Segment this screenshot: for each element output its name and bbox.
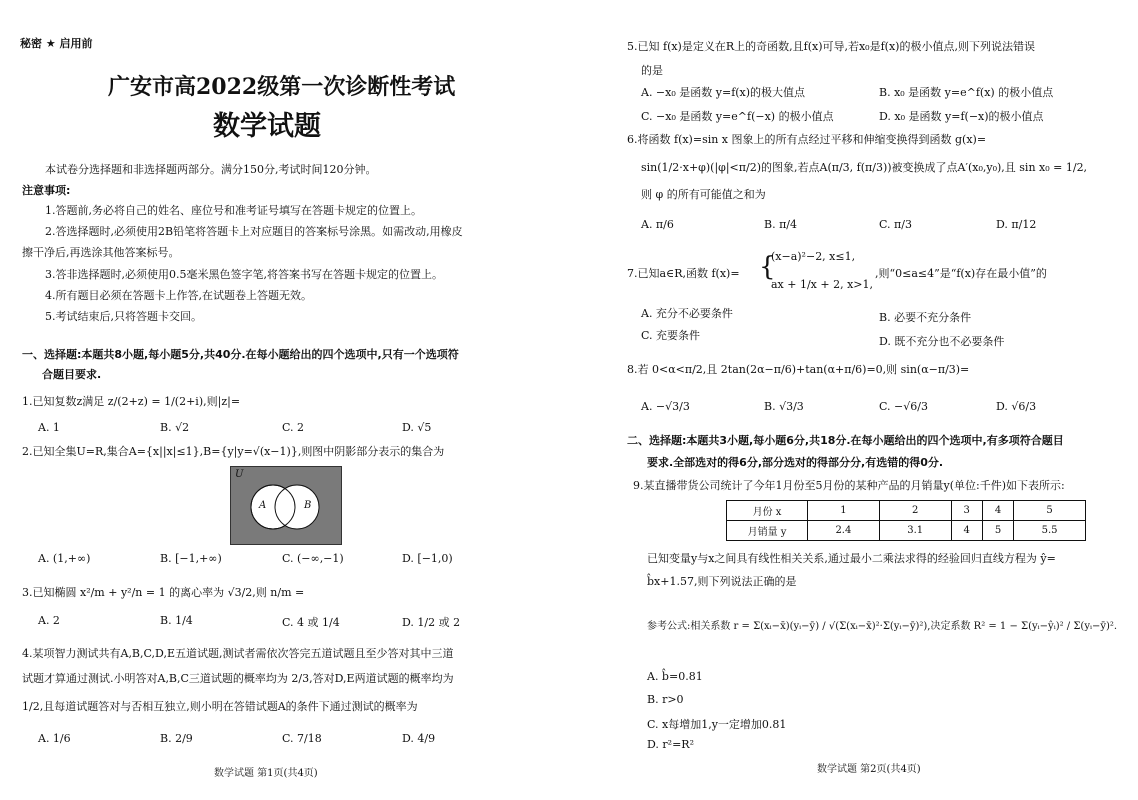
q2-option-a: A. (1,+∞) bbox=[38, 552, 91, 565]
section1-heading: 一、选择题:本题共8小题,每小题5分,共40分.在每小题给出的四个选项中,只有一个选项符 bbox=[22, 348, 459, 361]
table-row bbox=[727, 501, 1086, 521]
q8-stem: 8.若 0<α<π/2,且 2tan(2α−π/6)+tan(α+π/6)=0,则 sin(α−π/3)= bbox=[627, 363, 970, 376]
q5-line: 的是 bbox=[641, 64, 663, 77]
table-cell: 5.5 bbox=[1014, 521, 1086, 541]
q1-option-d: D. √5 bbox=[402, 421, 432, 434]
notice-item: 2.答选择题时,必须使用2B铅笔将答题卡上对应题目的答案标号涂黑。如需改动,用橡皮 bbox=[45, 225, 463, 238]
q6-option-c: C. π/3 bbox=[879, 218, 912, 231]
q7-option-a: A. 充分不必要条件 bbox=[641, 307, 733, 320]
venn-diagram bbox=[230, 466, 342, 545]
q3-option-c: C. 4 或 1/4 bbox=[282, 616, 340, 629]
q7-stem: 7.已知a∈R,函数 f(x)= bbox=[627, 267, 740, 280]
notice-item: 擦干净后,再选涂其他答案标号。 bbox=[22, 246, 180, 259]
table-cell: 5 bbox=[1014, 501, 1086, 521]
exam-title: 广安市高2022级第一次诊断性考试 bbox=[108, 74, 456, 100]
notice-heading: 注意事项: bbox=[22, 184, 71, 197]
q4-line: 试题才算通过测试.小明答对A,B,C三道试题的概率均为 2/3,答对D,E两道试题的概率均为 bbox=[22, 672, 454, 685]
venn-circles bbox=[231, 467, 341, 544]
table-cell: 1 bbox=[808, 501, 880, 521]
q7-option-b: B. 必要不充分条件 bbox=[879, 311, 972, 324]
table-cell: 3.1 bbox=[879, 521, 951, 541]
page-footer: 数学试题 第2页(共4页) bbox=[817, 764, 921, 775]
venn-universe-label: U bbox=[235, 469, 244, 480]
table-cell: 3 bbox=[951, 501, 982, 521]
q9-table bbox=[726, 500, 1086, 541]
q4-option-c: C. 7/18 bbox=[282, 732, 322, 745]
q7-tail: ,则“0≤a≤4”是“f(x)存在最小值”的 bbox=[875, 267, 1047, 280]
q9-formula: 参考公式:相关系数 r = Σ(xᵢ−x̄)(yᵢ−ȳ) / √(Σ(xᵢ−x̄)²·Σ(yᵢ−ȳ)²),决定系数 R² = 1 − Σ(yᵢ−ŷᵢ)² / Σ(yᵢ−ȳ)². bbox=[647, 621, 1118, 632]
q1-option-c: C. 2 bbox=[282, 421, 305, 434]
q7-brace: { bbox=[759, 252, 776, 282]
q9-stem: 9.某直播带货公司统计了今年1月份至5月份的某种产品的月销量y(单位:千件)如下表所示: bbox=[633, 479, 1065, 492]
q2-option-d: D. [−1,0) bbox=[402, 552, 453, 565]
q8-option-a: A. −√3/3 bbox=[641, 400, 690, 413]
q2-option-b: B. [−1,+∞) bbox=[160, 552, 222, 565]
q3-stem: 3.已知椭圆 x²/m + y²/n = 1 的离心率为 √3/2,则 n/m = bbox=[22, 586, 305, 599]
q9-option-b: B. r>0 bbox=[647, 693, 684, 706]
q2-option-c: C. (−∞,−1) bbox=[282, 552, 344, 565]
section2-heading: 二、选择题:本题共3小题,每小题6分,共18分.在每小题给出的四个选项中,有多项符合题目 bbox=[627, 434, 1064, 447]
table-cell: 5 bbox=[982, 521, 1013, 541]
q9-text: 已知变量y与x之间具有线性相关关系,通过最小二乘法求得的经验回归直线方程为 ŷ= bbox=[647, 552, 1056, 565]
q6-option-a: A. π/6 bbox=[641, 218, 674, 231]
q9-text: b̂x+1.57,则下列说法正确的是 bbox=[647, 575, 797, 588]
q1-stem: 1.已知复数z满足 z/(2+z) = 1/(2+i),则|z|= bbox=[22, 395, 241, 408]
notice-item: 3.答非选择题时,必须使用0.5毫米黑色签字笔,将答案书写在答题卡规定的位置上。 bbox=[45, 268, 443, 281]
notice-item: 4.所有题目必须在答题卡上作答,在试题卷上答题无效。 bbox=[45, 289, 312, 302]
q1-option-a: A. 1 bbox=[38, 421, 60, 434]
q4-line: 1/2,且每道试题答对与否相互独立,则小明在答错试题A的条件下通过测试的概率为 bbox=[22, 700, 418, 713]
table-cell: 4 bbox=[951, 521, 982, 541]
venn-circle-b bbox=[275, 485, 319, 529]
table-header-cell: 月份 x bbox=[727, 501, 808, 521]
table-row bbox=[727, 521, 1086, 541]
q6-line: 则 φ 的所有可能值之和为 bbox=[641, 188, 766, 201]
q9-option-d: D. r²=R² bbox=[647, 738, 694, 751]
q7-option-d: D. 既不充分也不必要条件 bbox=[879, 335, 1005, 348]
q6-option-b: B. π/4 bbox=[764, 218, 798, 231]
subject-title: 数学试题 bbox=[213, 111, 321, 142]
q4-option-b: B. 2/9 bbox=[160, 732, 193, 745]
q5-option-c: C. −x₀ 是函数 y=e^f(−x) 的极小值点 bbox=[641, 110, 834, 123]
q5-line: 5.已知 f(x)是定义在R上的奇函数,且f(x)可导,若x₀是f(x)的极小值点,则下列说法错误 bbox=[627, 40, 1035, 53]
q3-option-a: A. 2 bbox=[38, 614, 60, 627]
q7-case-2: ax + 1/x + 2, x>1, bbox=[771, 278, 873, 291]
q3-option-d: D. 1/2 或 2 bbox=[402, 616, 461, 629]
q8-option-d: D. √6/3 bbox=[996, 400, 1037, 413]
q8-option-c: C. −√6/3 bbox=[879, 400, 928, 413]
q7-case-1: (x−a)²−2, x≤1, bbox=[771, 250, 856, 263]
venn-a-label: A bbox=[259, 500, 267, 511]
q3-option-b: B. 1/4 bbox=[160, 614, 193, 627]
q9-option-a: A. b̂=0.81 bbox=[647, 670, 703, 683]
table-header-cell: 月销量 y bbox=[727, 521, 808, 541]
q6-line: sin(1/2·x+φ)(|φ|<π/2)的图象,若点A(π/3, f(π/3))被变换成了点A′(x₀,y₀),且 sin x₀ = 1/2, bbox=[641, 161, 1088, 174]
notice-item: 1.答题前,务必将自己的姓名、座位号和准考证号填写在答题卡规定的位置上。 bbox=[45, 204, 422, 217]
q9-option-c: C. x每增加1,y一定增加0.81 bbox=[647, 718, 787, 731]
intro-text: 本试卷分选择题和非选择题两部分。满分150分,考试时间120分钟。 bbox=[45, 163, 377, 176]
q2-stem: 2.已知全集U=R,集合A={x||x|≤1},B={y|y=√(x−1)},则图中阴影部分表示的集合为 bbox=[22, 445, 445, 458]
q5-option-d: D. x₀ 是函数 y=f(−x)的极小值点 bbox=[879, 110, 1044, 123]
table-cell: 4 bbox=[982, 501, 1013, 521]
q1-option-b: B. √2 bbox=[160, 421, 190, 434]
notice-item: 5.考试结束后,只将答题卡交回。 bbox=[45, 310, 202, 323]
page-footer: 数学试题 第1页(共4页) bbox=[214, 768, 318, 779]
q4-option-a: A. 1/6 bbox=[38, 732, 71, 745]
q6-line: 6.将函数 f(x)=sin x 图象上的所有点经过平移和伸缩变换得到函数 g(x)= bbox=[627, 133, 987, 146]
q4-line: 4.某项智力测试共有A,B,C,D,E五道试题,测试者需依次答完五道试题且至少答对其中三道 bbox=[22, 647, 454, 660]
q5-option-a: A. −x₀ 是函数 y=f(x)的极大值点 bbox=[641, 86, 806, 99]
q6-option-d: D. π/12 bbox=[996, 218, 1037, 231]
table-cell: 2 bbox=[879, 501, 951, 521]
table-cell: 2.4 bbox=[808, 521, 880, 541]
secret-header: 秘密 ★ 启用前 bbox=[20, 37, 93, 50]
q4-option-d: D. 4/9 bbox=[402, 732, 436, 745]
q8-option-b: B. √3/3 bbox=[764, 400, 804, 413]
section1-heading-cont: 合题目要求. bbox=[42, 368, 102, 381]
section2-heading-cont: 要求.全部选对的得6分,部分选对的得部分分,有选错的得0分. bbox=[647, 456, 944, 469]
page-2 bbox=[569, 0, 1138, 800]
q5-option-b: B. x₀ 是函数 y=e^f(x) 的极小值点 bbox=[879, 86, 1054, 99]
q7-option-c: C. 充要条件 bbox=[641, 329, 701, 342]
venn-b-label: B bbox=[304, 500, 312, 511]
